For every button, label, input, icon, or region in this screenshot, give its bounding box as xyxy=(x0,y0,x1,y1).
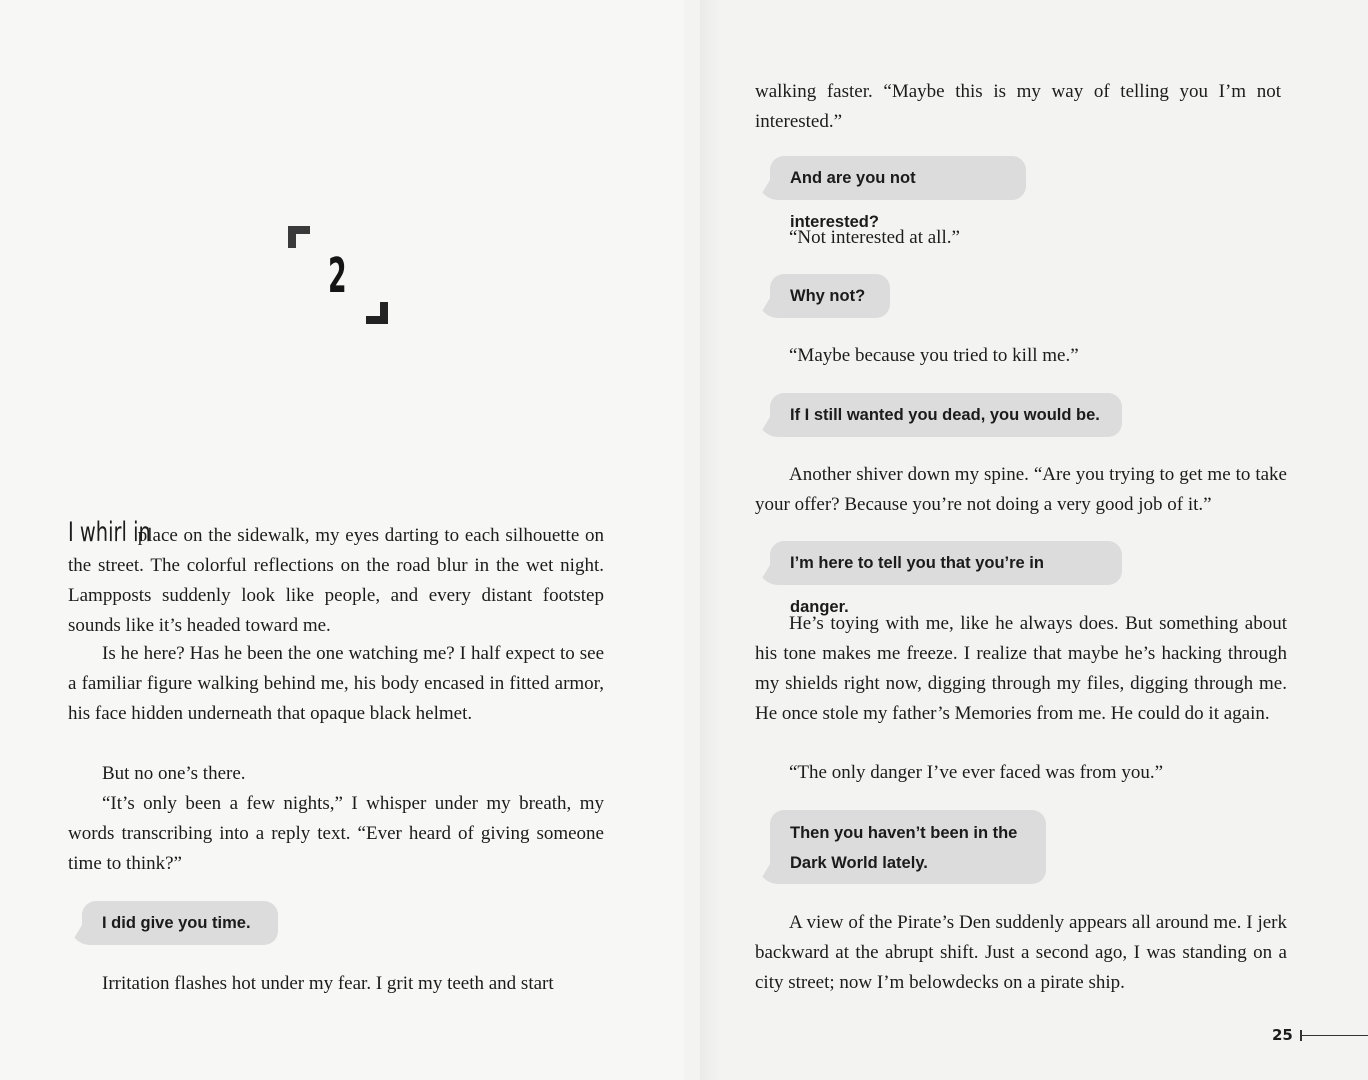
paragraph: A view of the Pirate’s Den suddenly appears all around me. I jerk backward at the abrupt shift. Just a second ago, I was standing on a city street; now I’m belowdecks on a pirate ship. xyxy=(755,912,1287,993)
paragraph-opening-text: place on the sidewalk, my eyes darting to each silhouette on the street. The colorful reflections on the road blur in the wet night. Lampposts suddenly look like people, and every distant footstep sounds like it’s headed toward me. xyxy=(68,525,604,636)
paragraph-opening xyxy=(68,518,604,641)
dialogue-line: “Not interested at all.” xyxy=(789,227,960,248)
paragraph: Is he here? Has he been the one watching me? I half expect to see a familiar figure walking behind me, his body encased in fitted armor, his face hidden underneath that opaque black helmet. xyxy=(68,643,604,724)
page-number: 25 xyxy=(1272,1026,1293,1044)
text-message-bubble: And are you not interested? xyxy=(770,156,1026,200)
paragraph: But no one’s there. xyxy=(102,763,246,784)
text-message-bubble: I’m here to tell you that you’re in danger. xyxy=(770,541,1122,585)
text-message-bubble: I did give you time. xyxy=(82,901,278,945)
dialogue-line: “Maybe because you tried to kill me.” xyxy=(789,345,1079,366)
chapter-number: 2 xyxy=(328,248,347,304)
paragraph: “It’s only been a few nights,” I whisper under my breath, my words transcribing into a reply text. “Ever heard of giving someone time to think?” xyxy=(68,793,604,874)
dialogue-line: “The only danger I’ve ever faced was from you.” xyxy=(789,762,1164,783)
book-gutter xyxy=(700,0,720,1080)
paragraph: Irritation flashes hot under my fear. I grit my teeth and start xyxy=(102,973,554,994)
folio-rule xyxy=(1300,1035,1368,1036)
paragraph: He’s toying with me, like he always does. But something about his tone makes me freeze. I realize that maybe he’s hacking through my shields right now, digging through my files, digging through me. He once stole my father’s Memories from me. He could do it again. xyxy=(755,613,1287,724)
paragraph: walking faster. “Maybe this is my way of telling you I’m not interested.” xyxy=(755,81,1281,132)
lead-in: I whirl in xyxy=(68,517,151,548)
chapter-heading xyxy=(288,226,392,326)
text-message-bubble: Then you haven’t been in the Dark World lately. xyxy=(770,810,1046,884)
text-message-bubble: If I still wanted you dead, you would be. xyxy=(770,393,1122,437)
text-message-bubble: Why not? xyxy=(770,274,890,318)
corner-bracket-top-left-icon xyxy=(288,226,310,248)
corner-bracket-bottom-right-icon xyxy=(366,302,388,324)
paragraph: Another shiver down my spine. “Are you trying to get me to take your offer? Because you’re not doing a very good job of it.” xyxy=(755,464,1287,515)
